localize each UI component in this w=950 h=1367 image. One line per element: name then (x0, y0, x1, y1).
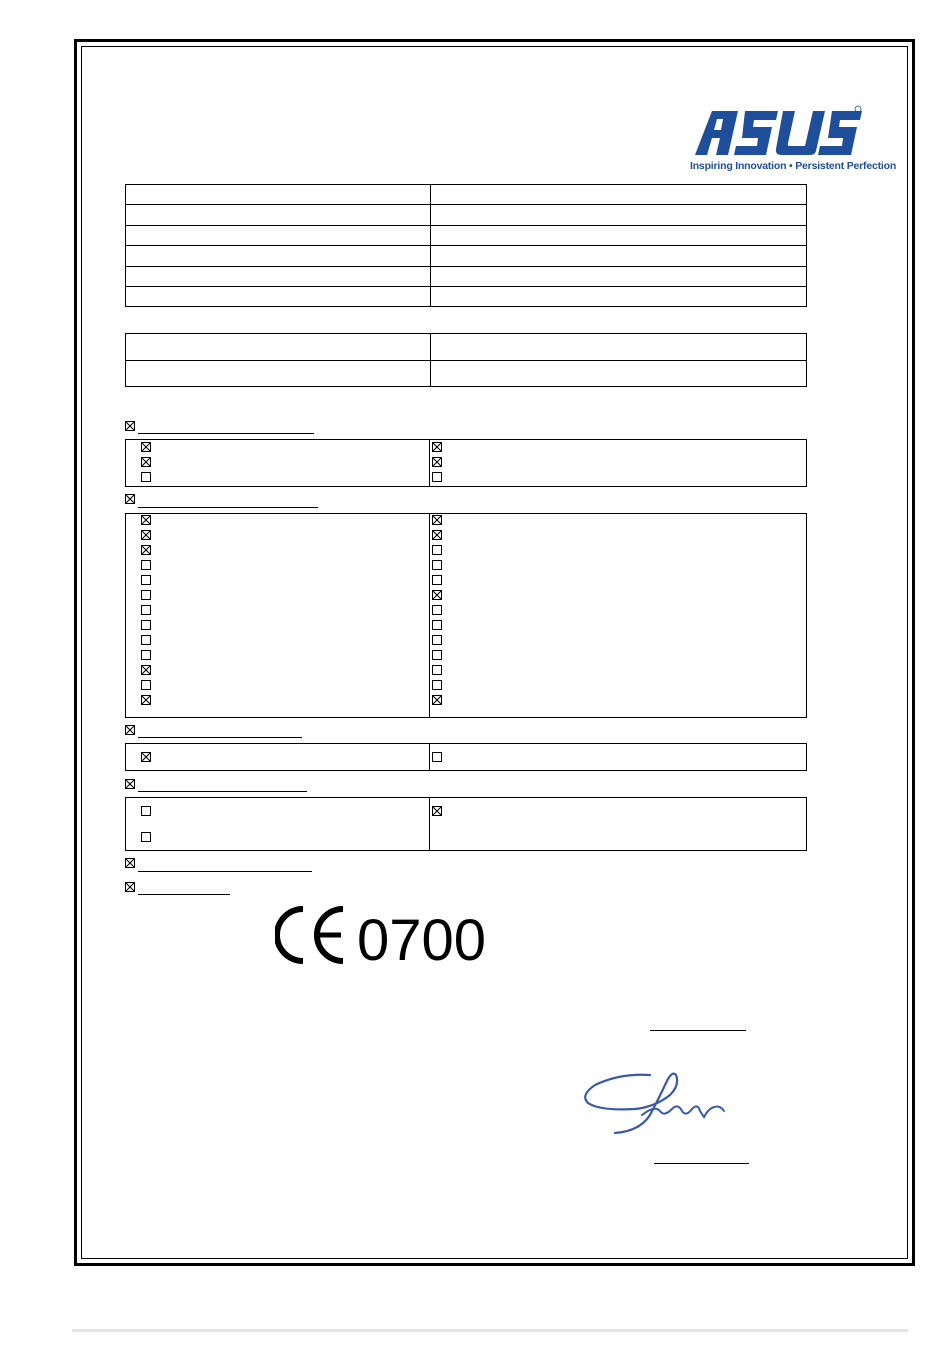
automotive-right-checkbox-1[interactable] (432, 806, 442, 816)
rtte-right-checkbox-1[interactable] (432, 515, 442, 525)
lvd-right-checkbox-1[interactable] (432, 752, 442, 762)
rtte-right-checkbox-7[interactable] (432, 605, 442, 615)
rohs-section-checkbox[interactable] (125, 858, 135, 868)
rtte-left-checkbox-8[interactable] (141, 620, 151, 630)
footer-rule (72, 1329, 908, 1332)
rtte-divider (429, 513, 430, 718)
rtte-left-checkbox-5[interactable] (141, 575, 151, 585)
lvd-box (125, 743, 807, 771)
rtte-heading-underline (138, 507, 318, 508)
logo-tagline: Inspiring Innovation • Persistent Perfection (690, 160, 897, 172)
rtte-right-checkbox-9[interactable] (432, 635, 442, 645)
signature (580, 1065, 730, 1140)
lvd-section-checkbox[interactable] (125, 725, 135, 735)
rtte-right-checkbox-3[interactable] (432, 545, 442, 555)
lvd-divider (429, 743, 430, 771)
rtte-right-checkbox-12[interactable] (432, 680, 442, 690)
rtte-box (125, 513, 807, 718)
automotive-left-checkbox-2[interactable] (141, 832, 151, 842)
lvd-heading-underline (138, 737, 302, 738)
ce-mark (275, 905, 490, 970)
emc-right-checkbox-2[interactable] (432, 457, 442, 467)
rtte-right-checkbox-4[interactable] (432, 560, 442, 570)
ce-heading-underline (138, 894, 230, 895)
emc-section-checkbox[interactable] (125, 421, 135, 431)
automotive-heading-underline (138, 791, 307, 792)
emc-heading-underline (138, 433, 314, 434)
rtte-left-checkbox-6[interactable] (141, 590, 151, 600)
rtte-section-checkbox[interactable] (125, 494, 135, 504)
emc-divider (429, 439, 430, 487)
rtte-left-checkbox-12[interactable] (141, 680, 151, 690)
automotive-box (125, 797, 807, 851)
rtte-left-checkbox-3[interactable] (141, 545, 151, 555)
rtte-right-checkbox-6[interactable] (432, 590, 442, 600)
date-line (650, 1030, 746, 1031)
signature-line (654, 1163, 749, 1164)
declaration-table (125, 333, 807, 387)
rtte-left-checkbox-13[interactable] (141, 695, 151, 705)
ce-marking-section-checkbox[interactable] (125, 882, 135, 892)
rtte-right-checkbox-10[interactable] (432, 650, 442, 660)
rtte-left-checkbox-2[interactable] (141, 530, 151, 540)
rtte-right-checkbox-5[interactable] (432, 575, 442, 585)
rtte-right-checkbox-8[interactable] (432, 620, 442, 630)
rtte-left-checkbox-11[interactable] (141, 665, 151, 675)
emc-box (125, 439, 807, 487)
rohs-heading-underline (138, 871, 312, 872)
emc-left-checkbox-1[interactable] (141, 442, 151, 452)
rtte-left-checkbox-4[interactable] (141, 560, 151, 570)
emc-right-checkbox-1[interactable] (432, 442, 442, 452)
automotive-divider (429, 797, 430, 851)
rtte-left-checkbox-10[interactable] (141, 650, 151, 660)
ce-number: 0700 (357, 908, 487, 970)
product-info-table (125, 184, 807, 307)
rtte-right-checkbox-2[interactable] (432, 530, 442, 540)
rtte-left-checkbox-1[interactable] (141, 515, 151, 525)
emc-left-checkbox-3[interactable] (141, 472, 151, 482)
lvd-left-checkbox-1[interactable] (141, 752, 151, 762)
rtte-left-checkbox-9[interactable] (141, 635, 151, 645)
emc-left-checkbox-2[interactable] (141, 457, 151, 467)
rtte-right-checkbox-13[interactable] (432, 695, 442, 705)
rtte-left-checkbox-7[interactable] (141, 605, 151, 615)
automotive-section-checkbox[interactable] (125, 779, 135, 789)
rtte-right-checkbox-11[interactable] (432, 665, 442, 675)
emc-right-checkbox-3[interactable] (432, 472, 442, 482)
automotive-left-checkbox-1[interactable] (141, 806, 151, 816)
